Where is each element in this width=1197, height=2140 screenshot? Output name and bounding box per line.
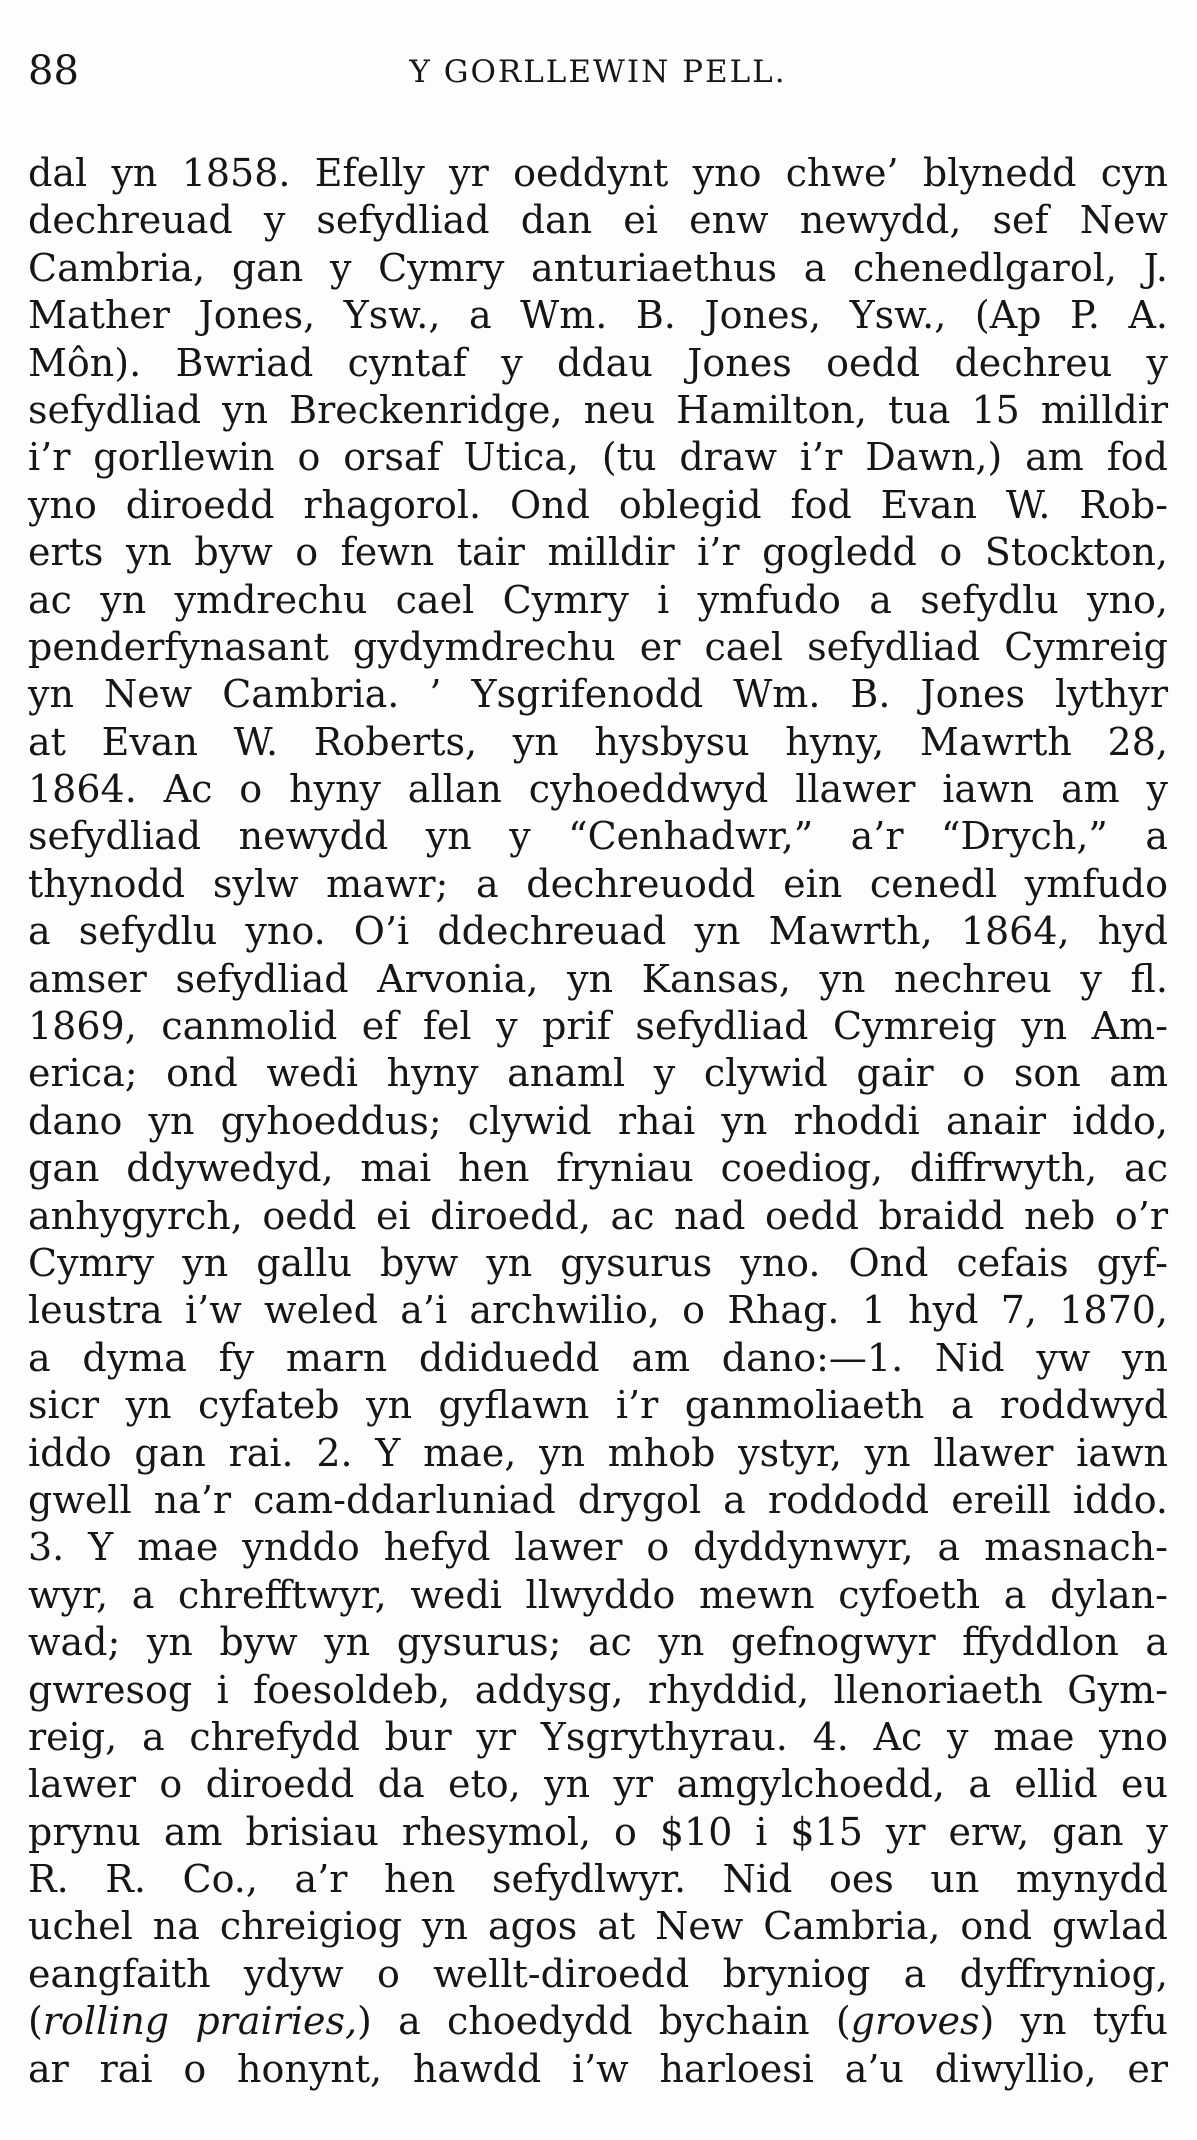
italic-text-segment: groves — [850, 1999, 980, 2044]
text-line — [28, 482, 1168, 529]
text-line — [28, 1619, 1168, 1666]
text-segment: at Evan W. Roberts, yn hysbysu hyny, Mawrth 28, — [28, 719, 1168, 764]
text-segment: sicr yn cyfateb yn gyflawn i’r ganmoliaeth a roddwyd — [28, 1383, 1168, 1428]
running-head: Y GORLLEWIN PELL. — [409, 54, 787, 90]
body-text — [28, 150, 1168, 2093]
text-segment: sefydliad newydd yn y “Cenhadwr,” a’r “Drych,” a — [28, 814, 1168, 859]
text-line — [28, 1714, 1168, 1761]
text-line — [28, 671, 1168, 718]
text-line — [28, 956, 1168, 1003]
text-line — [28, 766, 1168, 813]
text-line — [28, 1335, 1168, 1382]
text-line — [28, 1809, 1168, 1856]
text-line — [28, 1382, 1168, 1429]
text-segment: R. R. Co., a’r hen sefydlwyr. Nid oes un mynydd — [28, 1857, 1168, 1902]
text-segment: yno diroedd rhagorol. Ond oblegid fod Evan W. Rob- — [28, 482, 1168, 527]
text-segment: ) a choedydd bychain ( — [357, 1999, 851, 2044]
text-segment: ac yn ymdrechu cael Cymry i ymfudo a sefydlu yno, — [28, 577, 1168, 622]
text-line — [28, 861, 1168, 908]
text-segment: gwresog i foesoldeb, addysg, rhyddid, llenoriaeth Gym- — [28, 1667, 1168, 1712]
text-line — [28, 1240, 1168, 1287]
text-line — [28, 1524, 1168, 1571]
text-segment: yn New Cambria. ’ Ysgrifenodd Wm. B. Jones lythyr — [28, 672, 1168, 717]
text-segment: gwell na’r cam-ddarluniad drygol a roddodd ereill iddo. — [28, 1477, 1168, 1522]
text-line — [28, 197, 1168, 244]
text-line — [28, 292, 1168, 339]
text-line — [28, 908, 1168, 955]
text-line — [28, 1050, 1168, 1097]
text-segment: eangfaith ydyw o wellt-diroedd bryniog a dyffryniog, — [28, 1951, 1168, 1996]
text-line — [28, 1667, 1168, 1714]
text-segment: Cymry yn gallu byw yn gysurus yno. Ond cefais gyf- — [28, 1240, 1168, 1285]
text-line — [28, 2046, 1168, 2093]
text-segment: uchel na chreigiog yn agos at New Cambria, ond gwlad — [28, 1904, 1168, 1949]
text-segment: wyr, a chrefftwyr, wedi llwyddo mewn cyfoeth a dylan- — [28, 1572, 1168, 1617]
text-segment: prynu am brisiau rhesymol, o $10 i $15 yr erw, gan y — [28, 1809, 1168, 1854]
text-segment: sefydliad yn Breckenridge, neu Hamilton, tua 15 milldir — [28, 387, 1168, 432]
text-line — [28, 624, 1168, 671]
text-segment: 1869, canmolid ef fel y prif sefydliad Cymreig yn Am- — [28, 1004, 1168, 1049]
text-segment: thynodd sylw mawr; a dechreuodd ein cenedl ymfudo — [28, 861, 1168, 906]
text-line — [28, 387, 1168, 434]
text-segment: leustra i’w weled a’i archwilio, o Rhag. 1 hyd 7, 1870, — [28, 1288, 1168, 1333]
text-line — [28, 1477, 1168, 1524]
text-line — [28, 813, 1168, 860]
text-segment: Mather Jones, Ysw., a Wm. B. Jones, Ysw., (Ap P. A. — [28, 293, 1168, 338]
text-segment: amser sefydliad Arvonia, yn Kansas, yn nechreu y fl. — [28, 956, 1168, 1001]
text-line — [28, 1903, 1168, 1950]
text-line — [28, 1193, 1168, 1240]
page-number: 88 — [28, 48, 79, 94]
text-line — [28, 245, 1168, 292]
text-segment: lawer o diroedd da eto, yn yr amgylchoedd, a ellid eu — [28, 1762, 1168, 1807]
text-line — [28, 1003, 1168, 1050]
text-segment: a sefydlu yno. O’i ddechreuad yn Mawrth, 1864, hyd — [28, 909, 1168, 954]
text-line — [28, 1951, 1168, 1998]
text-line — [28, 434, 1168, 481]
text-segment: gan ddywedyd, mai hen fryniau coediog, diffrwyth, ac — [28, 1146, 1168, 1191]
text-segment: penderfynasant gydymdrechu er cael sefydliad Cymreig — [28, 624, 1168, 669]
text-line — [28, 529, 1168, 576]
text-segment: ar rai o honynt, hawdd i’w harloesi a’u diwyllio, er — [28, 2046, 1168, 2091]
text-segment: erts yn byw o fewn tair milldir i’r gogledd o Stockton, — [28, 530, 1168, 575]
text-segment: erica; ond wedi hyny anaml y clywid gair o son am — [28, 1051, 1168, 1096]
text-line — [28, 1287, 1168, 1334]
text-line — [28, 340, 1168, 387]
text-line — [28, 1145, 1168, 1192]
text-line — [28, 1856, 1168, 1903]
text-line — [28, 719, 1168, 766]
text-line — [28, 1430, 1168, 1477]
text-segment: ) yn tyfu — [979, 1999, 1168, 2044]
text-line — [28, 1998, 1168, 2045]
text-segment: ( — [28, 1999, 43, 2044]
text-segment: dal yn 1858. Efelly yr oeddynt yno chwe’ blynedd cyn — [28, 151, 1168, 195]
text-line — [28, 1098, 1168, 1145]
text-segment: i’r gorllewin o orsaf Utica, (tu draw i’r Dawn,) am fod — [28, 435, 1168, 480]
page-header — [28, 48, 1168, 108]
text-segment: iddo gan rai. 2. Y mae, yn mhob ystyr, yn llawer iawn — [28, 1430, 1168, 1475]
text-line — [28, 1761, 1168, 1808]
text-segment: wad; yn byw yn gysurus; ac yn gefnogwyr ffyddlon a — [28, 1620, 1168, 1665]
text-segment: 3. Y mae ynddo hefyd lawer o dyddynwyr, a masnach- — [28, 1525, 1168, 1570]
text-segment: dechreuad y sefydliad dan ei enw newydd, sef New — [28, 198, 1168, 243]
text-segment: a dyma fy marn ddiduedd am dano:—1. Nid yw yn — [28, 1335, 1168, 1380]
text-segment: Cambria, gan y Cymry anturiaethus a chenedlgarol, J. — [28, 245, 1168, 290]
text-segment: anhygyrch, oedd ei diroedd, ac nad oedd braidd neb o’r — [28, 1193, 1168, 1238]
italic-text-segment: rolling prairies, — [42, 1999, 358, 2044]
text-line — [28, 1572, 1168, 1619]
text-segment: reig, a chrefydd bur yr Ysgrythyrau. 4. Ac y mae yno — [28, 1714, 1168, 1759]
text-segment: 1864. Ac o hyny allan cyhoeddwyd llawer iawn am y — [28, 767, 1168, 812]
text-segment: Môn). Bwriad cyntaf y ddau Jones oedd dechreu y — [28, 340, 1168, 385]
text-line — [28, 577, 1168, 624]
text-line — [28, 150, 1168, 197]
text-segment: dano yn gyhoeddus; clywid rhai yn rhoddi anair iddo, — [28, 1098, 1168, 1143]
